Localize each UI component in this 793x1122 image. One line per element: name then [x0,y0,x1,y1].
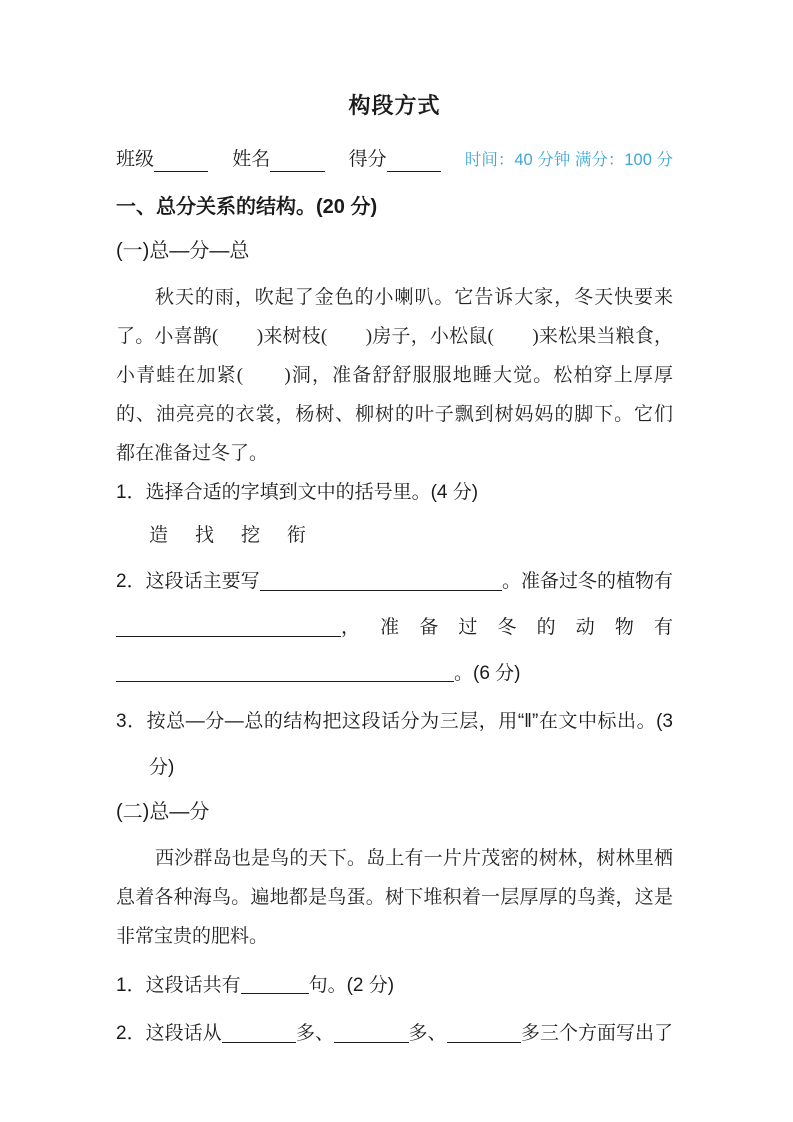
exam-time-score-meta: 时间：40 分钟 满分：100 分 [464,151,673,169]
word-bank-item: 造 [149,525,169,546]
question-b1-prefix: 1．这段话共有 [116,975,241,996]
passage-xisha-islands [116,839,673,956]
passage-line: 的、油亮亮的衣裳，杨树、柳树的叶子飘到树妈妈的脚下。它们 [116,404,673,425]
question-a2-line-1 [116,568,673,595]
fill-in-blank [241,993,309,994]
question-a3-line-1: 3．按总—分—总的结构把这段话分为三层，用“‖”在文中标出。(3 [116,711,673,732]
part-a-label: (一)总—分—总 [116,240,250,262]
passage-line: 非常宝贵的肥料。 [116,926,269,947]
fill-in-blank [116,636,341,637]
question-b2-suffix: 多三个方面写出了 [520,1023,673,1044]
question-a2-line2-text: ，准备过冬的动物有 [341,617,673,638]
question-a3-line-2: 分) [149,757,175,778]
question-b1-suffix: 句。(2 分) [308,975,395,996]
passage-line: 息着各种海鸟。遍地都是鸟蛋。树下堆积着一层厚厚的鸟粪，这是 [116,887,673,908]
name-label: 姓名 [232,149,271,170]
question-a2-line-3 [116,660,673,687]
passage-line: 秋天的雨，吹起了金色的小喇叭。它告诉大家，冬天快要来 [155,287,673,308]
passage-line: 小青蛙在加紧( )洞，准备舒舒服服地睡大觉。松柏穿上厚厚 [116,365,673,386]
name-blank-line [270,171,324,172]
page-title: 构段方式 [348,93,441,118]
word-bank-item: 找 [195,525,215,546]
question-b2-mid2: 多、 [408,1023,447,1044]
fill-in-blank [116,681,454,682]
question-b2-mid1: 多、 [296,1023,335,1044]
question-a1: 1．选择合适的字填到文中的括号里。(4 分) [116,482,479,503]
passage-line: 西沙群岛也是鸟的天下。岛上有一片片茂密的树林，树林里栖 [155,848,673,869]
score-label: 得分 [348,149,387,170]
word-bank-item: 挖 [241,525,261,546]
passage-autumn-rain [116,278,673,473]
word-bank-item: 衔 [287,525,307,546]
question-b1 [116,972,673,999]
header-row [116,148,673,172]
question-b2 [116,1020,673,1047]
word-bank [149,522,673,549]
fill-in-blank [334,1042,408,1043]
fill-in-blank [447,1042,521,1043]
fill-in-blank [222,1042,296,1043]
question-a2-suffix: 。准备过冬的植物有 [501,571,673,592]
class-label: 班级 [116,149,155,170]
question-b2-prefix: 2．这段话从 [116,1023,222,1044]
score-blank-line [387,171,441,172]
passage-line: 了。小喜鹊( )来树枝( )房子，小松鼠( )来松果当粮食， [116,326,673,347]
question-a2-line3-text: 。(6 分) [454,663,521,684]
fill-in-blank [260,590,502,591]
part-b-label: (二)总—分 [116,801,210,823]
question-a2-line-2 [116,614,673,641]
worksheet-sheet [116,0,673,1047]
section-1-heading: 一、总分关系的结构。(20 分) [116,196,378,218]
question-a2-prefix: 2．这段话主要写 [116,571,260,592]
class-blank-line [154,171,208,172]
passage-line: 都在准备过冬了。 [116,443,269,464]
